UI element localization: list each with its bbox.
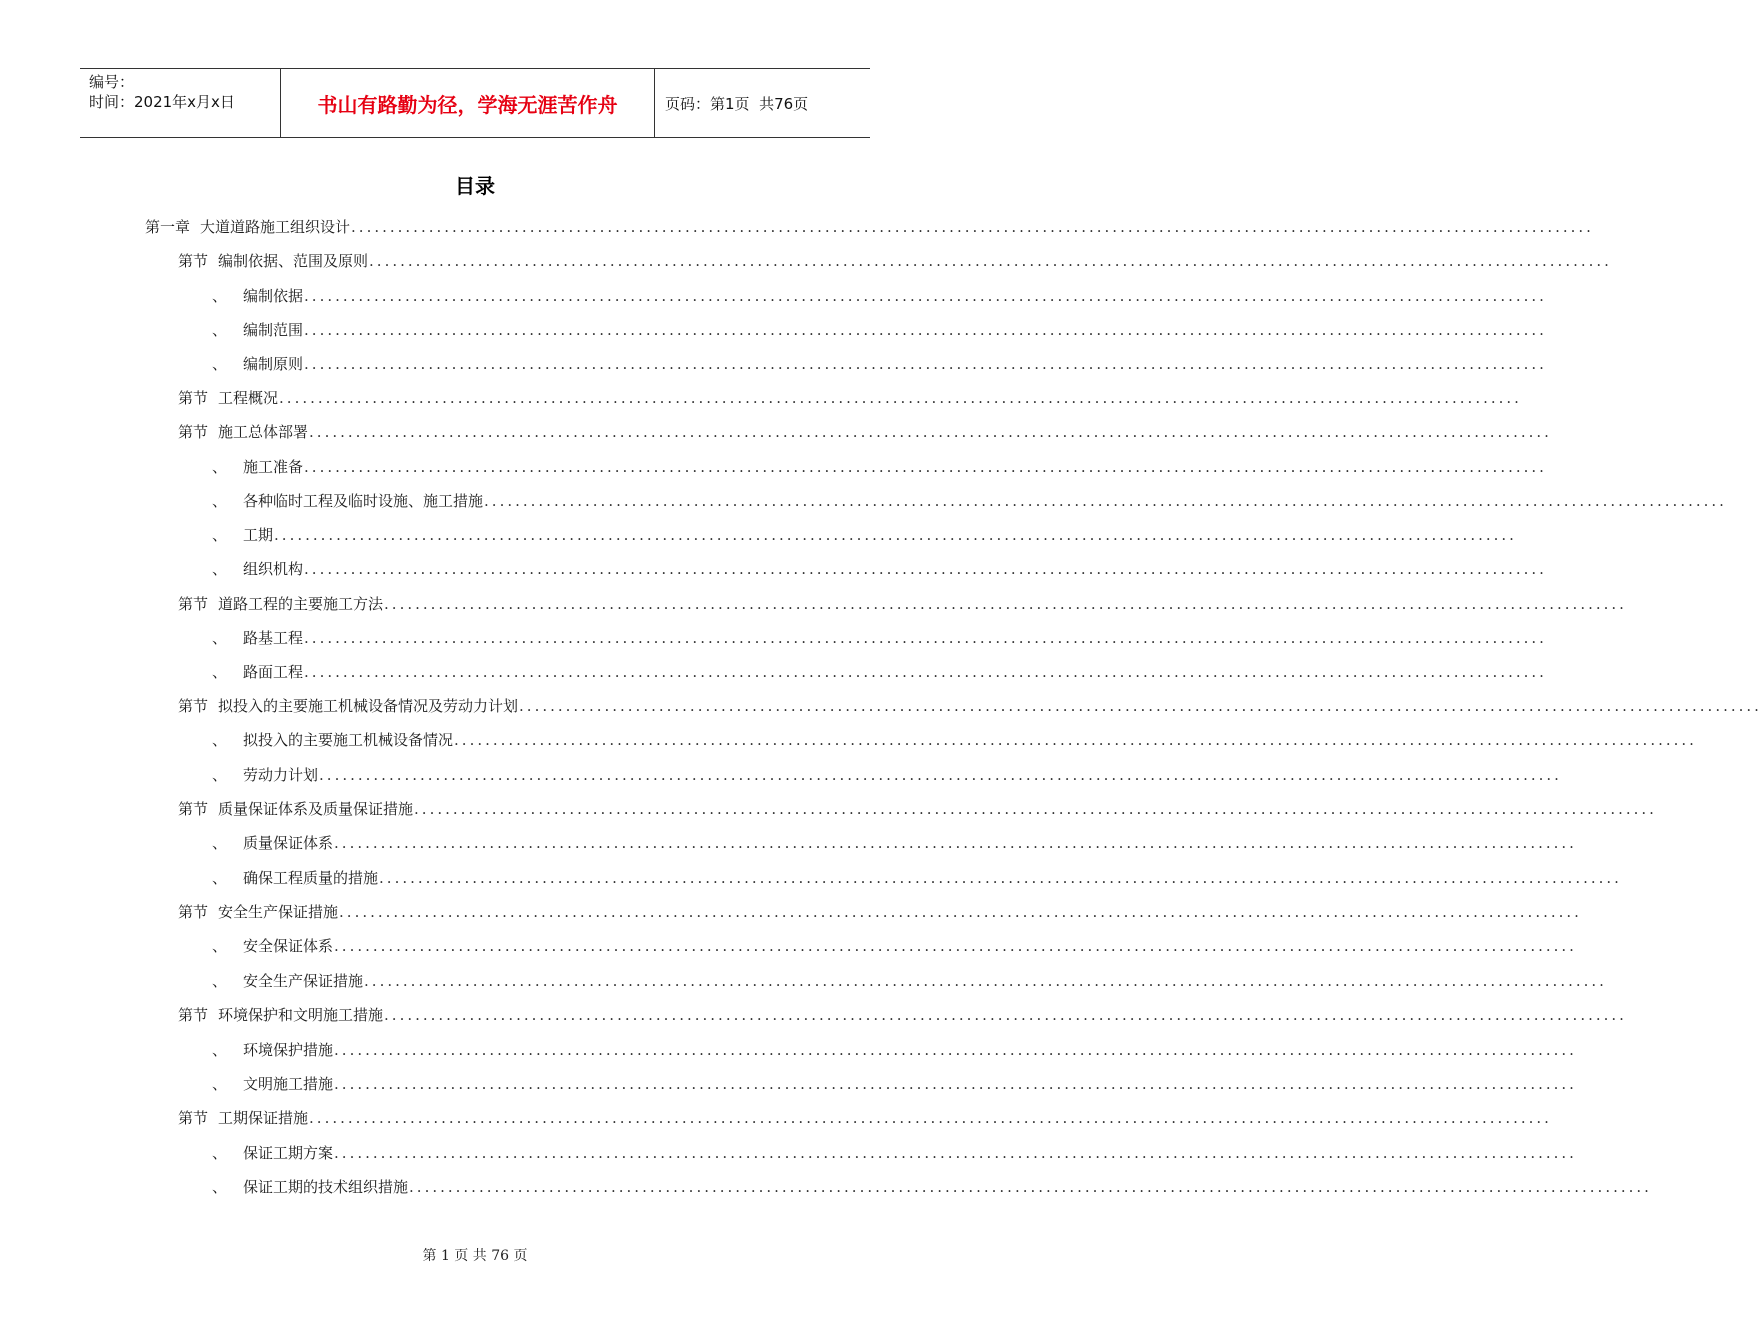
toc-leader-dots: ................................................................................................................................................................ xyxy=(304,458,1547,476)
toc-leader-dots: ................................................................................................................................................................ xyxy=(304,321,1547,339)
page-title: 目录 xyxy=(455,174,495,198)
toc-entry-number: 第节 xyxy=(178,252,209,270)
toc-leader-dots: ................................................................................................................................................................ xyxy=(339,903,1582,921)
toc-entry[interactable] xyxy=(212,866,1622,890)
toc-entry[interactable] xyxy=(212,352,1547,376)
toc-entry-number: 、 xyxy=(212,355,228,373)
toc-entry-text: 施工准备 xyxy=(243,458,304,476)
toc-leader-dots: ................................................................................................................................................................ xyxy=(384,595,1627,613)
toc-entry-number: 、 xyxy=(212,937,228,955)
toc-leader-dots: ................................................................................................................................................................ xyxy=(304,560,1547,578)
toc-leader-dots: ................................................................................................................................................................ xyxy=(274,526,1517,544)
toc-leader-dots: ................................................................................................................................................................ xyxy=(319,766,1562,784)
toc-entry-text: 组织机构 xyxy=(243,560,304,578)
toc-entry[interactable] xyxy=(212,318,1547,342)
toc-entry-text: 保证工期方案 xyxy=(243,1144,334,1162)
toc-entry-number: 第节 xyxy=(178,697,209,715)
toc-entry[interactable] xyxy=(178,694,1762,718)
toc-entry-text: 质量保证体系 xyxy=(243,834,334,852)
toc-leader-dots: ................................................................................................................................................................ xyxy=(351,218,1594,236)
toc-entry-number: 、 xyxy=(212,1075,228,1093)
toc-entry-number: 第节 xyxy=(178,903,209,921)
toc-leader-dots: ................................................................................................................................................................ xyxy=(379,869,1622,887)
toc-leader-dots: ................................................................................................................................................................ xyxy=(334,1041,1577,1059)
toc-entry[interactable] xyxy=(212,831,1577,855)
toc-entry[interactable] xyxy=(212,728,1697,752)
page-footer: 第 1 页 共 76 页 xyxy=(422,1248,528,1264)
toc-entry-number: 、 xyxy=(212,560,228,578)
toc-leader-dots: ................................................................................................................................................................ xyxy=(334,834,1577,852)
toc-leader-dots: ................................................................................................................................................................ xyxy=(384,1006,1627,1024)
toc-entry[interactable] xyxy=(178,1003,1627,1027)
toc-entry-number: 、 xyxy=(212,972,228,990)
toc-entry-text: 路面工程 xyxy=(243,663,304,681)
time-label: 时间：2021年x月x日 xyxy=(89,93,235,111)
number-label: 编号： xyxy=(89,73,135,91)
toc-entry-number: 第一章 xyxy=(145,218,191,236)
toc-entry-number: 、 xyxy=(212,321,228,339)
toc-leader-dots: ................................................................................................................................................................ xyxy=(484,492,1727,510)
toc-leader-dots: ................................................................................................................................................................ xyxy=(304,287,1547,305)
toc-entry-number: 、 xyxy=(212,526,228,544)
toc-entry-number: 第节 xyxy=(178,595,209,613)
toc-entry-text: 道路工程的主要施工方法 xyxy=(218,595,384,613)
toc-entry-text: 确保工程质量的措施 xyxy=(243,869,379,887)
toc-entry[interactable] xyxy=(212,626,1547,650)
toc-entry[interactable] xyxy=(212,284,1547,308)
header-page-info xyxy=(655,69,870,137)
toc-entry-text: 工期保证措施 xyxy=(218,1109,309,1127)
toc-leader-dots: ................................................................................................................................................................ xyxy=(304,629,1547,647)
toc-leader-dots: ................................................................................................................................................................ xyxy=(304,663,1547,681)
toc-entry-number: 第节 xyxy=(178,1006,209,1024)
toc-entry[interactable] xyxy=(212,489,1727,513)
toc-entry-text: 编制原则 xyxy=(243,355,304,373)
toc-leader-dots: ................................................................................................................................................................ xyxy=(334,1075,1577,1093)
toc-entry[interactable] xyxy=(178,420,1552,444)
toc-entry-text: 安全生产保证措施 xyxy=(243,972,364,990)
toc-leader-dots: ................................................................................................................................................................ xyxy=(409,1178,1652,1196)
toc-entry[interactable] xyxy=(212,455,1547,479)
toc-entry-text: 编制依据、范围及原则 xyxy=(218,252,369,270)
toc-entry-number: 、 xyxy=(212,663,228,681)
toc-entry-text: 质量保证体系及质量保证措施 xyxy=(218,800,414,818)
header-motto: 书山有路勤为径，学海无涯苦作舟 xyxy=(281,69,655,137)
toc-entry[interactable] xyxy=(212,1072,1577,1096)
toc-entry-number: 、 xyxy=(212,869,228,887)
toc-entry-text: 路基工程 xyxy=(243,629,304,647)
toc-leader-dots: ................................................................................................................................................................ xyxy=(369,252,1612,270)
toc-entry-number: 第节 xyxy=(178,423,209,441)
toc-entry-number: 第节 xyxy=(178,800,209,818)
toc-entry-text: 工期 xyxy=(243,526,274,544)
toc-entry-number: 、 xyxy=(212,731,228,749)
toc-leader-dots: ................................................................................................................................................................ xyxy=(414,800,1657,818)
toc-entry[interactable] xyxy=(212,1141,1577,1165)
toc-entry[interactable] xyxy=(178,1106,1552,1130)
toc-leader-dots: ................................................................................................................................................................ xyxy=(309,423,1552,441)
toc-entry-number: 、 xyxy=(212,1041,228,1059)
toc-entry-text: 安全生产保证措施 xyxy=(218,903,339,921)
toc-entry-text: 大道道路施工组织设计 xyxy=(200,218,351,236)
toc-leader-dots: ................................................................................................................................................................ xyxy=(519,697,1762,715)
toc-entry[interactable] xyxy=(212,1175,1652,1199)
toc-entry[interactable] xyxy=(212,523,1517,547)
toc-entry[interactable] xyxy=(212,1038,1577,1062)
toc-entry-number: 、 xyxy=(212,834,228,852)
toc-leader-dots: ................................................................................................................................................................ xyxy=(364,972,1607,990)
header-meta xyxy=(80,69,281,137)
toc-entry-text: 文明施工措施 xyxy=(243,1075,334,1093)
toc-entry-text: 工程概况 xyxy=(218,389,279,407)
toc-entry-text: 各种临时工程及临时设施、施工措施 xyxy=(243,492,484,510)
toc-entry-number: 第节 xyxy=(178,389,209,407)
toc-entry-number: 、 xyxy=(212,1178,228,1196)
toc-entry[interactable] xyxy=(178,900,1582,924)
toc-entry-text: 编制依据 xyxy=(243,287,304,305)
toc-entry[interactable] xyxy=(212,557,1547,581)
page-header xyxy=(80,68,870,138)
toc-entry[interactable] xyxy=(178,249,1612,273)
toc-entry-number: 、 xyxy=(212,766,228,784)
toc-leader-dots: ................................................................................................................................................................ xyxy=(304,355,1547,373)
toc-entry[interactable] xyxy=(178,797,1657,821)
toc-leader-dots: ................................................................................................................................................................ xyxy=(334,937,1577,955)
toc-entry[interactable] xyxy=(145,215,1594,239)
toc-entry-text: 保证工期的技术组织措施 xyxy=(243,1178,409,1196)
toc-entry-text: 安全保证体系 xyxy=(243,937,334,955)
toc-entry-text: 劳动力计划 xyxy=(243,766,319,784)
toc-entry-text: 拟投入的主要施工机械设备情况及劳动力计划 xyxy=(218,697,519,715)
toc-entry-text: 施工总体部署 xyxy=(218,423,309,441)
toc-entry[interactable] xyxy=(212,660,1547,684)
toc-leader-dots: ................................................................................................................................................................ xyxy=(279,389,1522,407)
toc-leader-dots: ................................................................................................................................................................ xyxy=(334,1144,1577,1162)
page-label: 页码：第1页 共76页 xyxy=(665,94,809,113)
toc-entry-number: 、 xyxy=(212,492,228,510)
toc-entry[interactable] xyxy=(212,969,1607,993)
toc-entry-number: 、 xyxy=(212,458,228,476)
toc-entry-text: 环境保护措施 xyxy=(243,1041,334,1059)
toc-entry-text: 拟投入的主要施工机械设备情况 xyxy=(243,731,454,749)
toc-entry-text: 环境保护和文明施工措施 xyxy=(218,1006,384,1024)
toc-entry[interactable] xyxy=(178,386,1522,410)
toc-leader-dots: ................................................................................................................................................................ xyxy=(309,1109,1552,1127)
toc-entry-text: 编制范围 xyxy=(243,321,304,339)
toc-leader-dots: ................................................................................................................................................................ xyxy=(454,731,1697,749)
toc-entry[interactable] xyxy=(212,934,1577,958)
toc-entry[interactable] xyxy=(178,592,1627,616)
toc-entry-number: 、 xyxy=(212,287,228,305)
toc-entry[interactable] xyxy=(212,763,1562,787)
toc-entry-number: 、 xyxy=(212,629,228,647)
toc-entry-number: 、 xyxy=(212,1144,228,1162)
toc-entry-number: 第节 xyxy=(178,1109,209,1127)
